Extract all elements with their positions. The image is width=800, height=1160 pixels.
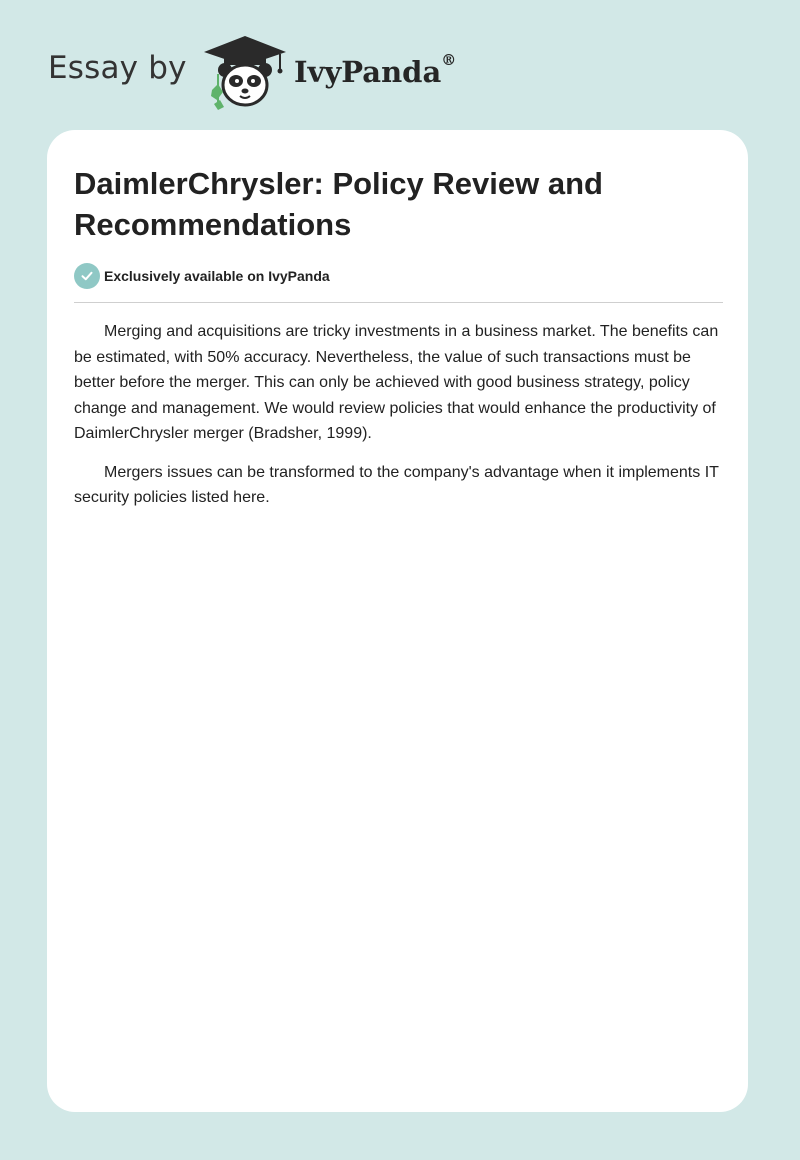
brand-name-text: IvyPanda xyxy=(294,55,442,89)
essay-title: DaimlerChrysler: Policy Review and Recommendations xyxy=(74,166,603,242)
exclusive-badge xyxy=(74,263,330,289)
exclusive-badge-label: Exclusively available on IvyPanda xyxy=(104,268,330,284)
essay-paragraph: Mergers issues can be transformed to the company's advantage when it implements IT security policies listed here. xyxy=(74,463,719,506)
registered-mark: ® xyxy=(441,51,457,69)
title-divider xyxy=(74,302,723,303)
essay-by-label: Essay by xyxy=(48,50,187,86)
check-circle-icon xyxy=(74,263,100,289)
essay-card xyxy=(47,130,748,1112)
panda-graduate-logo-icon[interactable] xyxy=(200,34,290,110)
essay-paragraph: Merging and acquisitions are tricky investments in a business market. The benefits can be estimated, with 50% accuracy. Nevertheless, the value of such transactions must be better before the merger. This can only be achieved with good business strategy, policy change and management. We would review policies that would enhance the productivity of DaimlerChrysler merger (Bradsher, 1999). xyxy=(74,323,719,442)
brand-name[interactable] xyxy=(294,51,457,89)
site-header xyxy=(48,34,548,114)
essay-body xyxy=(74,319,726,524)
